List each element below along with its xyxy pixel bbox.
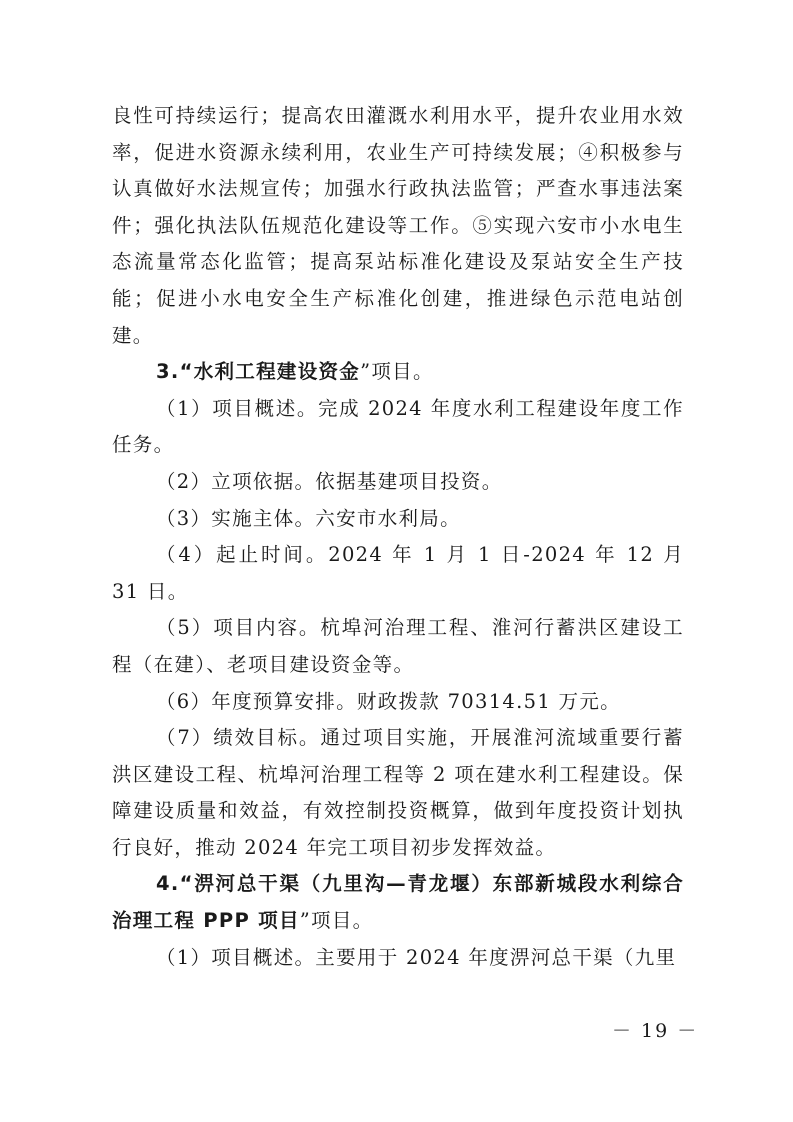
section-3-item-5: （5）项目内容。杭埠河治理工程、淮河行蓄洪区建设工程（在建）、老项目建设资金等。: [112, 616, 684, 676]
section-3-item-4: （4）起止时间。2024 年 1 月 1 日-2024 年 12 月 31 日。: [112, 543, 684, 603]
section-3-item-2: （2）立项依据。依据基建项目投资。: [156, 469, 503, 493]
section-4-heading: [112, 866, 684, 939]
section-4-title-suffix: ”项目。: [299, 909, 374, 933]
document-body: [112, 98, 684, 976]
section-3-heading: [112, 354, 684, 391]
section-4-item-1: （1）项目概述。主要用于 2024 年度淠河总干渠（九里: [156, 945, 677, 969]
section-3-title: 3.“水利工程建设资金: [156, 360, 361, 384]
section-3-item-1: （1）项目概述。完成 2024 年度水利工程建设年度工作任务。: [112, 396, 684, 457]
section-3-item-6: （6）年度预算安排。财政拨款 70314.51 万元。: [156, 689, 621, 713]
section-3-item-3: （3）实施主体。六安市水利局。: [156, 506, 461, 530]
page-number: － 19 －: [612, 1020, 699, 1042]
paragraph-continued: 良性可持续运行；提高农田灌溉水利用水平，提升农业用水效率，促进水资源永续利用，农业生产可持续发展；④积极参与认真做好水法规宣传；加强水行政执法监管；严查水事违法案件；强化执法队伍规范化建设等工作。⑤实现六安市小水电生态流量常态化监管；提高泵站标准化建设及泵站安全生产技能；促进小水电安全生产标准化创建，推进绿色示范电站创建。: [112, 104, 684, 347]
section-3-item-7: （7）绩效目标。通过项目实施，开展淮河流域重要行蓄洪区建设工程、杭埠河治理工程等 2 项在建水利工程建设。保障建设质量和效益，有效控制投资概算，做到年度投资计划执行良好，推动 2024 年完工项目初步发挥效益。: [112, 726, 684, 859]
section-4-title: 4.“淠河总干渠（九里沟—青龙堰）东部新城段水利综合治理工程 PPP 项目: [112, 872, 684, 933]
section-3-title-suffix: ”项目。: [360, 360, 434, 384]
